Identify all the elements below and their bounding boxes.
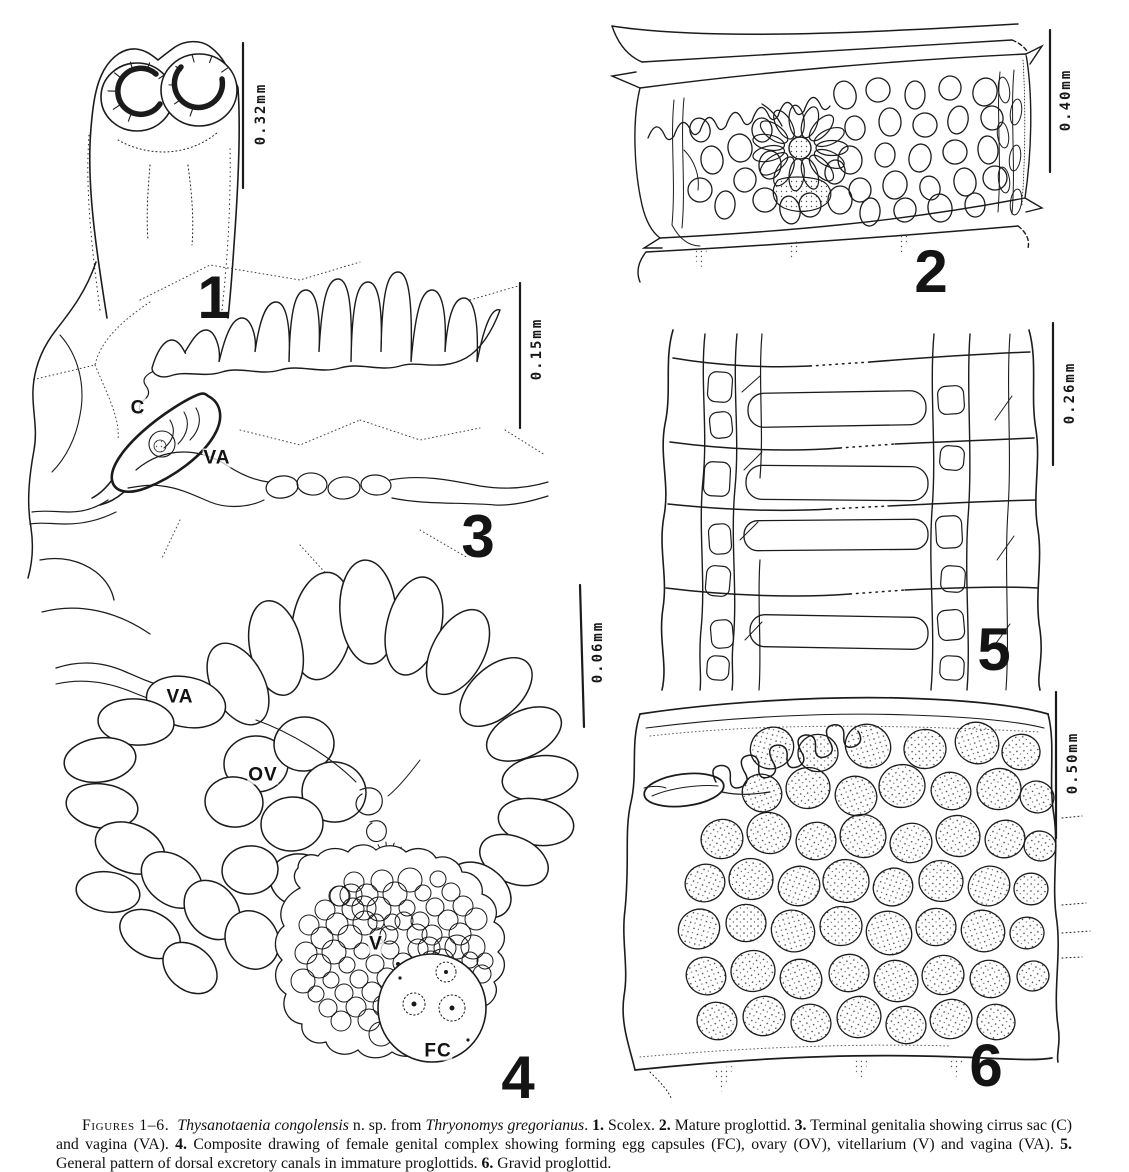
- fig6-gravid-proglottid-drawing: [623, 692, 1090, 1100]
- caption-segment: General pattern of dorsal excretory canals in immature proglottids.: [56, 1155, 482, 1172]
- figure-number-2: 2: [914, 238, 946, 305]
- caption-segment: Figures 1–6.: [82, 1116, 170, 1134]
- scale-label-6: 0.50mm: [1065, 731, 1081, 795]
- caption-segment: .: [584, 1116, 593, 1134]
- fig4-scale-bar: [580, 585, 584, 727]
- scale-label-1: 0.32mm: [253, 82, 269, 146]
- label-cirrus-sac: C: [130, 397, 146, 419]
- caption-segment: 1.: [592, 1116, 604, 1134]
- caption-segment: Scolex.: [603, 1116, 659, 1134]
- caption-segment: Gravid proglottid.: [493, 1155, 612, 1172]
- caption-segment: Mature proglottid.: [670, 1116, 795, 1134]
- caption-segment: 3.: [794, 1116, 807, 1134]
- scale-label-4: 0.06mm: [590, 620, 606, 684]
- caption-segment: n. sp. from: [348, 1116, 426, 1134]
- label-ovary: OV: [248, 764, 278, 786]
- figure-number-1: 1: [197, 264, 229, 331]
- label-vitellarium: V: [369, 933, 383, 955]
- figure-number-4: 4: [501, 1044, 533, 1111]
- fig4-female-genital-complex-drawing: [42, 558, 584, 1062]
- label-vagina-fig4: VA: [166, 686, 194, 708]
- figure-caption: [56, 1116, 1072, 1172]
- scale-label-2: 0.40mm: [1058, 68, 1074, 132]
- caption-segment: Thryonomys gregorianus: [425, 1116, 585, 1134]
- caption-segment: 6.: [481, 1155, 494, 1172]
- caption-segment: Thysanotaenia congolensis: [177, 1116, 349, 1134]
- label-egg-capsules: FC: [424, 1040, 452, 1062]
- figure-number-5: 5: [977, 616, 1009, 683]
- label-vagina-fig3: VA: [203, 447, 231, 469]
- caption-segment: 5.: [1060, 1136, 1072, 1154]
- fig2-mature-proglottid-drawing: [612, 24, 1050, 282]
- scale-label-3: 0.15mm: [529, 317, 545, 381]
- caption-segment: 4.: [175, 1136, 188, 1154]
- caption-segment: 2.: [658, 1116, 671, 1134]
- caption-segment: Terminal genitalia showing cirrus sac (C) and vagina (VA).: [56, 1116, 1073, 1154]
- figure-number-3: 3: [461, 503, 493, 570]
- scale-label-5: 0.26mm: [1062, 361, 1078, 425]
- caption-segment: Composite drawing of female genital complex showing forming egg capsules (FC), ovary (OV), vitellarium (V) and vagina (VA).: [187, 1136, 1061, 1154]
- figure-number-6: 6: [969, 1032, 1001, 1099]
